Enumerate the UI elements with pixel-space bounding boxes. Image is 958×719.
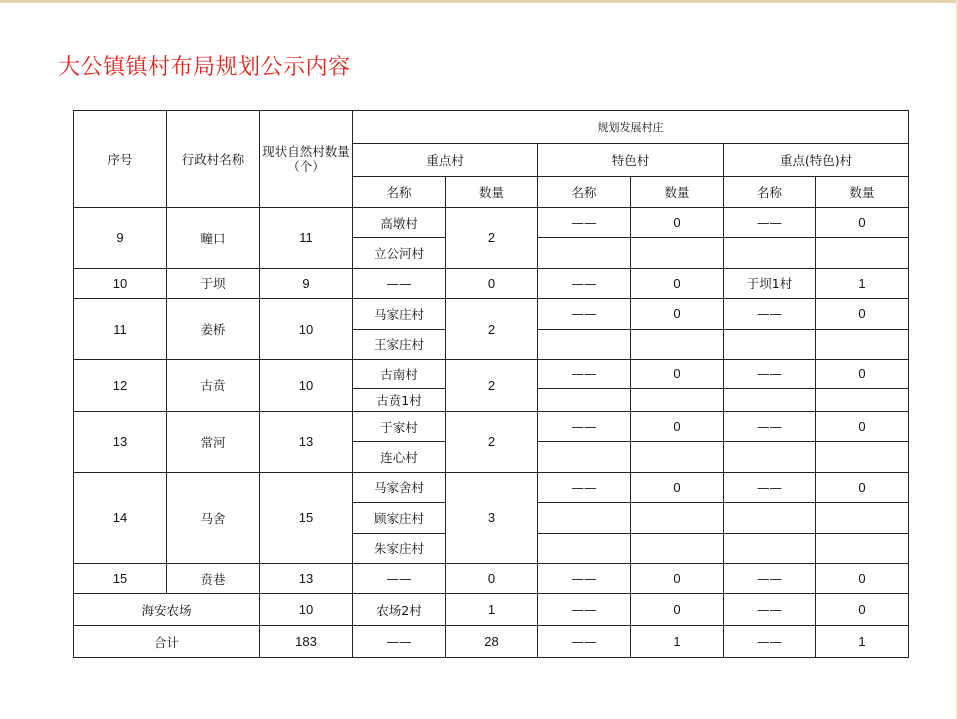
- cell-kf-name: ——: [724, 411, 816, 441]
- cell-feature-name: ——: [538, 594, 631, 626]
- cell-feature-name: ——: [538, 268, 631, 298]
- cell-key-count-total: 28: [446, 626, 538, 658]
- cell-feature-name: ——: [538, 626, 631, 658]
- cell-empty: [538, 442, 631, 472]
- cell-natural: 11: [260, 208, 353, 269]
- cell-kf-name: ——: [724, 472, 816, 502]
- cell-key-name: 朱家庄村: [353, 533, 446, 563]
- cell-key-count: 2: [446, 411, 538, 472]
- cell-seq: 14: [74, 472, 167, 563]
- cell-natural-total: 183: [260, 626, 353, 658]
- page-title: 大公镇镇村布局规划公示内容: [58, 55, 351, 80]
- cell-key-name: 于家村: [353, 411, 446, 441]
- table-row-total: [74, 626, 909, 658]
- top-border-strip: [0, 0, 958, 3]
- cell-kf-count: 0: [816, 563, 909, 593]
- cell-seq: 11: [74, 299, 167, 360]
- header-admin-village: 行政村名称: [167, 111, 260, 208]
- cell-empty: [538, 533, 631, 563]
- cell-empty: [724, 388, 816, 411]
- header-feature-village: 特色村: [538, 144, 724, 177]
- cell-admin: 疃口: [167, 208, 260, 269]
- cell-feature-count: 0: [631, 299, 724, 329]
- cell-feature-name: ——: [538, 299, 631, 329]
- header-kf-name: 名称: [724, 177, 816, 208]
- cell-key-name: 高墩村: [353, 208, 446, 238]
- table-row: [74, 411, 909, 441]
- cell-admin: 古贲: [167, 359, 260, 411]
- cell-kf-count: 0: [816, 359, 909, 388]
- cell-empty: [816, 329, 909, 359]
- cell-key-name: ——: [353, 268, 446, 298]
- cell-kf-name: ——: [724, 359, 816, 388]
- cell-empty: [538, 503, 631, 533]
- header-key-count: 数量: [446, 177, 538, 208]
- cell-empty: [538, 238, 631, 268]
- cell-empty: [631, 329, 724, 359]
- cell-feature-count: 0: [631, 208, 724, 238]
- cell-feature-name: ——: [538, 359, 631, 388]
- cell-key-name: 古南村: [353, 359, 446, 388]
- cell-admin: 马舍: [167, 472, 260, 563]
- cell-feature-count-total: 1: [631, 626, 724, 658]
- cell-empty: [724, 533, 816, 563]
- cell-admin: 姜桥: [167, 299, 260, 360]
- village-plan-table: [73, 110, 909, 658]
- cell-key-name: 古贲1村: [353, 388, 446, 411]
- cell-feature-count: 0: [631, 411, 724, 441]
- cell-seq: 15: [74, 563, 167, 593]
- cell-natural: 13: [260, 411, 353, 472]
- cell-key-count: 0: [446, 563, 538, 593]
- header-row-1: [74, 111, 909, 144]
- table-row: [74, 299, 909, 329]
- table-row: [74, 208, 909, 238]
- cell-key-count: 0: [446, 268, 538, 298]
- cell-feature-count: 0: [631, 563, 724, 593]
- cell-key-name: 马家舍村: [353, 472, 446, 502]
- cell-feature-count: 0: [631, 594, 724, 626]
- cell-key-name: 顾家庄村: [353, 503, 446, 533]
- cell-feature-name: ——: [538, 472, 631, 502]
- table-row: [74, 359, 909, 388]
- cell-kf-name: ——: [724, 208, 816, 238]
- cell-empty: [724, 238, 816, 268]
- cell-empty: [631, 442, 724, 472]
- cell-key-name: 王家庄村: [353, 329, 446, 359]
- header-key-feature-village: 重点(特色)村: [724, 144, 909, 177]
- cell-feature-count: 0: [631, 359, 724, 388]
- cell-kf-count: 0: [816, 299, 909, 329]
- cell-feature-name: ——: [538, 411, 631, 441]
- cell-empty: [816, 442, 909, 472]
- cell-feature-count: 0: [631, 268, 724, 298]
- cell-feature-name: ——: [538, 563, 631, 593]
- cell-admin: 于坝: [167, 268, 260, 298]
- header-key-village: 重点村: [353, 144, 538, 177]
- cell-feature-name: ——: [538, 208, 631, 238]
- cell-key-name: 农场2村: [353, 594, 446, 626]
- cell-natural: 10: [260, 359, 353, 411]
- cell-kf-name: ——: [724, 626, 816, 658]
- cell-empty: [724, 503, 816, 533]
- cell-empty: [538, 329, 631, 359]
- header-plan-group: 规划发展村庄: [353, 111, 909, 144]
- cell-natural: 10: [260, 594, 353, 626]
- cell-empty: [631, 533, 724, 563]
- cell-empty: [631, 238, 724, 268]
- cell-empty: [816, 533, 909, 563]
- table-row-farm: [74, 594, 909, 626]
- header-feature-count: 数量: [631, 177, 724, 208]
- cell-kf-count: 0: [816, 208, 909, 238]
- cell-kf-count: 1: [816, 268, 909, 298]
- header-natural-count: 现状自然村数量（个）: [260, 111, 353, 208]
- cell-key-name: 连心村: [353, 442, 446, 472]
- cell-natural: 13: [260, 563, 353, 593]
- cell-key-name: 立公河村: [353, 238, 446, 268]
- cell-seq: 12: [74, 359, 167, 411]
- header-seq: 序号: [74, 111, 167, 208]
- cell-kf-name: 于坝1村: [724, 268, 816, 298]
- cell-empty: [816, 503, 909, 533]
- table-row: [74, 268, 909, 298]
- cell-key-count: 1: [446, 594, 538, 626]
- cell-kf-count: 0: [816, 472, 909, 502]
- cell-kf-count-total: 1: [816, 626, 909, 658]
- cell-key-count: 2: [446, 359, 538, 411]
- cell-kf-count: 0: [816, 594, 909, 626]
- cell-key-count: 2: [446, 208, 538, 269]
- cell-farm-label: 海安农场: [74, 594, 260, 626]
- cell-empty: [724, 329, 816, 359]
- cell-empty: [816, 388, 909, 411]
- cell-kf-count: 0: [816, 411, 909, 441]
- header-kf-count: 数量: [816, 177, 909, 208]
- cell-kf-name: ——: [724, 563, 816, 593]
- cell-seq: 10: [74, 268, 167, 298]
- cell-empty: [816, 238, 909, 268]
- cell-natural: 9: [260, 268, 353, 298]
- header-key-name: 名称: [353, 177, 446, 208]
- cell-key-name: ——: [353, 626, 446, 658]
- cell-admin: 贲巷: [167, 563, 260, 593]
- cell-natural: 15: [260, 472, 353, 563]
- cell-empty: [631, 503, 724, 533]
- cell-key-count: 2: [446, 299, 538, 360]
- cell-empty: [631, 388, 724, 411]
- cell-key-count: 3: [446, 472, 538, 563]
- cell-kf-name: ——: [724, 299, 816, 329]
- cell-seq: 13: [74, 411, 167, 472]
- cell-key-name: 马家庄村: [353, 299, 446, 329]
- cell-empty: [538, 388, 631, 411]
- cell-feature-count: 0: [631, 472, 724, 502]
- cell-natural: 10: [260, 299, 353, 360]
- cell-kf-name: ——: [724, 594, 816, 626]
- cell-total-label: 合计: [74, 626, 260, 658]
- cell-empty: [724, 442, 816, 472]
- cell-admin: 常河: [167, 411, 260, 472]
- table-row: [74, 472, 909, 502]
- header-feature-name: 名称: [538, 177, 631, 208]
- cell-seq: 9: [74, 208, 167, 269]
- table-row: [74, 563, 909, 593]
- table-body: [74, 208, 909, 658]
- cell-key-name: ——: [353, 563, 446, 593]
